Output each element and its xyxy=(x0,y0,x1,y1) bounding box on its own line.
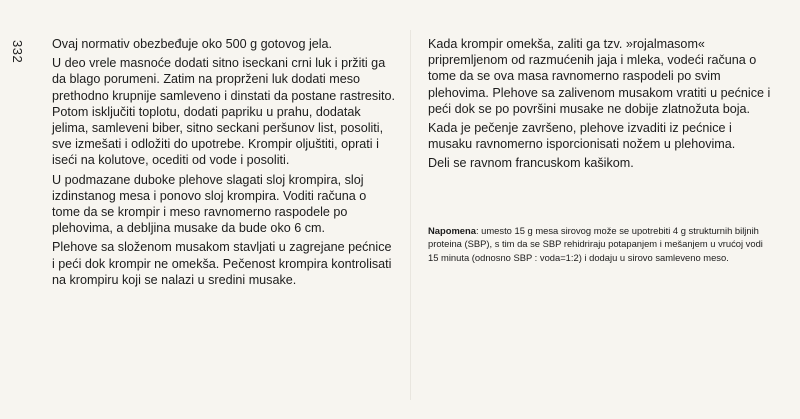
paragraph: Kada krompir omekša, zaliti ga tzv. »rojalmasom« pripremljenom od razmućenih jaja i mleka, vodeći računa o tome da se ova masa ravnomerno raspodeli po svim plehovima. Plehove sa zalivenom musakom vratiti u pećnice i peći dok se po površini musake ne dobije zlatnožuta boja. xyxy=(428,37,771,116)
paragraph: Ovaj normativ obezbeđuje oko 500 g gotovog jela. xyxy=(52,37,333,51)
paragraph: Plehove sa složenom musakom stavljati u zagrejane pećnice i peći dok krompir ne omekša. Pečenost krompira kontrolisati na krompiru koji se nalazi u sredini musake. xyxy=(52,240,392,287)
paragraph: U podmazane duboke plehove slagati sloj krompira, sloj izdinstanog mesa i ponovo sloj krompira. Voditi računa o tome da se krompir i meso ravnomerno raspodele po plehovima, a debljina musake da bude oko 6 cm. xyxy=(52,172,367,236)
note-block xyxy=(428,224,763,264)
right-column xyxy=(428,36,773,175)
page-number: 332 xyxy=(10,40,25,64)
paragraph: Kada je pečenje završeno, plehove izvaditi iz pećnice i musaku ravnomerno isporcionisati nožem u plehovima. xyxy=(428,121,736,152)
left-column xyxy=(52,36,397,291)
column-divider xyxy=(410,30,411,400)
note-label: Napomena xyxy=(428,225,476,236)
note-text: : umesto 15 g mesa sirovog može se upotrebiti 4 g strukturnih biljnih proteina (SBP), s tim da se SBP rehidriraju potapanjem i mešanjem u vrućoj vodi 15 minuta (odnosno SBP : voda=1:2) i dodaju u sirovo samleveno meso. xyxy=(428,225,763,263)
paragraph: Deli se ravnom francuskom kašikom. xyxy=(428,156,634,171)
paragraph: U deo vrele masnoće dodati sitno iseckani crni luk i pržiti ga da blago porumeni. Zatim na proprženi luk dodati meso prethodno krupnije samleveno i dinstati da postane rastresito. Potom isključiti toplotu, dodati papriku u prahu, dodatak jelima, samleveni biber, sitno seckani peršunov list, posoliti, sve izmešati i odložiti do upotrebe. Krompir oljuštiti, oprati i iseći na kolutove, ocediti od vode i posoliti. xyxy=(52,56,396,168)
